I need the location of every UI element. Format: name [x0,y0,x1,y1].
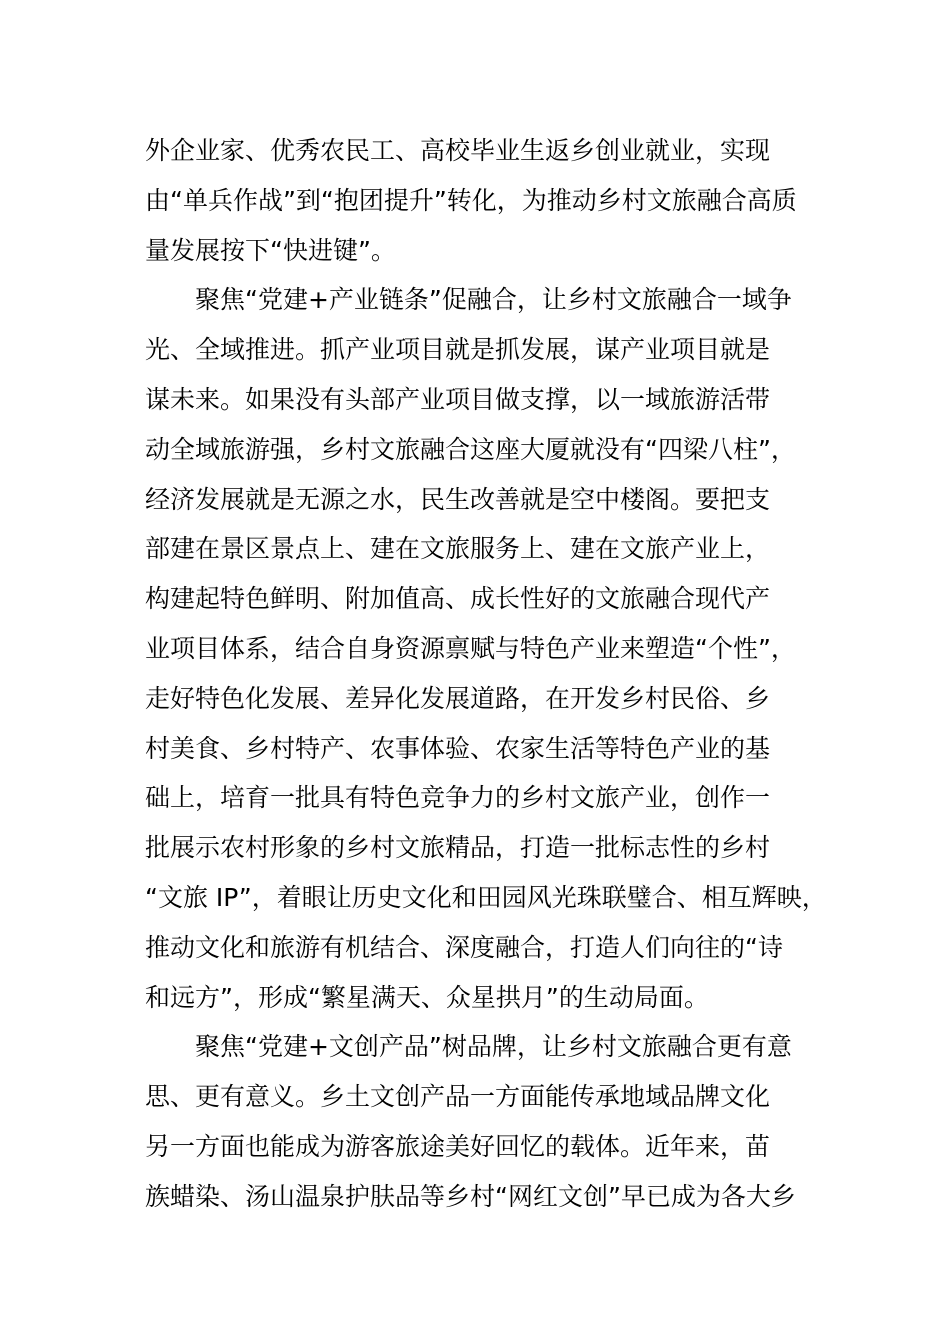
document-body [145,126,835,1222]
text-line: 量发展按下“快进键”。 [145,235,396,265]
text-line: 和远方”，形成“繁星满天、众星拱月”的生动局面。 [145,982,709,1012]
paragraph-start-line: 聚焦“党建+文创产品”树品牌，让乡村文旅融合更有意 [195,1032,792,1062]
text-line: 动全域旅游强，乡村文旅融合这座大厦就没有“四梁八柱”， [145,434,796,464]
text-line: 由“单兵作战”到“抱团提升”转化，为推动乡村文旅融合高质 [145,185,797,215]
text-line: 走好特色化发展、差异化发展道路，在开发乡村民俗、乡 [145,683,771,713]
text-line: 经济发展就是无源之水，民生改善就是空中楼阁。要把支 [145,484,771,514]
text-line: 构建起特色鲜明、附加值高、成长性好的文旅融合现代产 [145,584,771,614]
text-line: 谋未来。如果没有头部产业项目做支撑，以一域旅游活带 [145,384,771,414]
text-line: 光、全域推进。抓产业项目就是抓发展，谋产业项目就是 [145,335,771,365]
text-line: 外企业家、优秀农民工、高校毕业生返乡创业就业，实现 [145,136,771,165]
text-line: 思、更有意义。乡土文创产品一方面能传承地域品牌文化 [145,1082,771,1112]
text-line: 村美食、乡村特产、农事体验、农家生活等特色产业的基 [145,733,771,763]
text-line: 推动文化和旅游有机结合、深度融合，打造人们向往的“诗 [145,932,783,962]
text-line: 础上，培育一批具有特色竞争力的乡村文旅产业，创作一 [145,783,771,813]
text-line: 部建在景区景点上、建在文旅服务上、建在文旅产业上， [145,534,771,564]
text-line: 族蜡染、汤山温泉护肤品等乡村“网红文创”早已成为各大乡 [145,1181,796,1211]
paragraph-start-line: 聚焦“党建+产业链条”促融合，让乡村文旅融合一域争 [195,285,792,315]
text-line: 批展示农村形象的乡村文旅精品，打造一批标志性的乡村 [145,833,771,863]
text-line: “文旅 IP”，着眼让历史文化和田园风光珠联璧合、相互辉映， [145,882,827,912]
text-line: 业项目体系，结合自身资源禀赋与特色产业来塑造“个性”， [145,633,796,663]
text-line: 另一方面也能成为游客旅途美好回忆的载体。近年来，苗 [145,1131,771,1161]
